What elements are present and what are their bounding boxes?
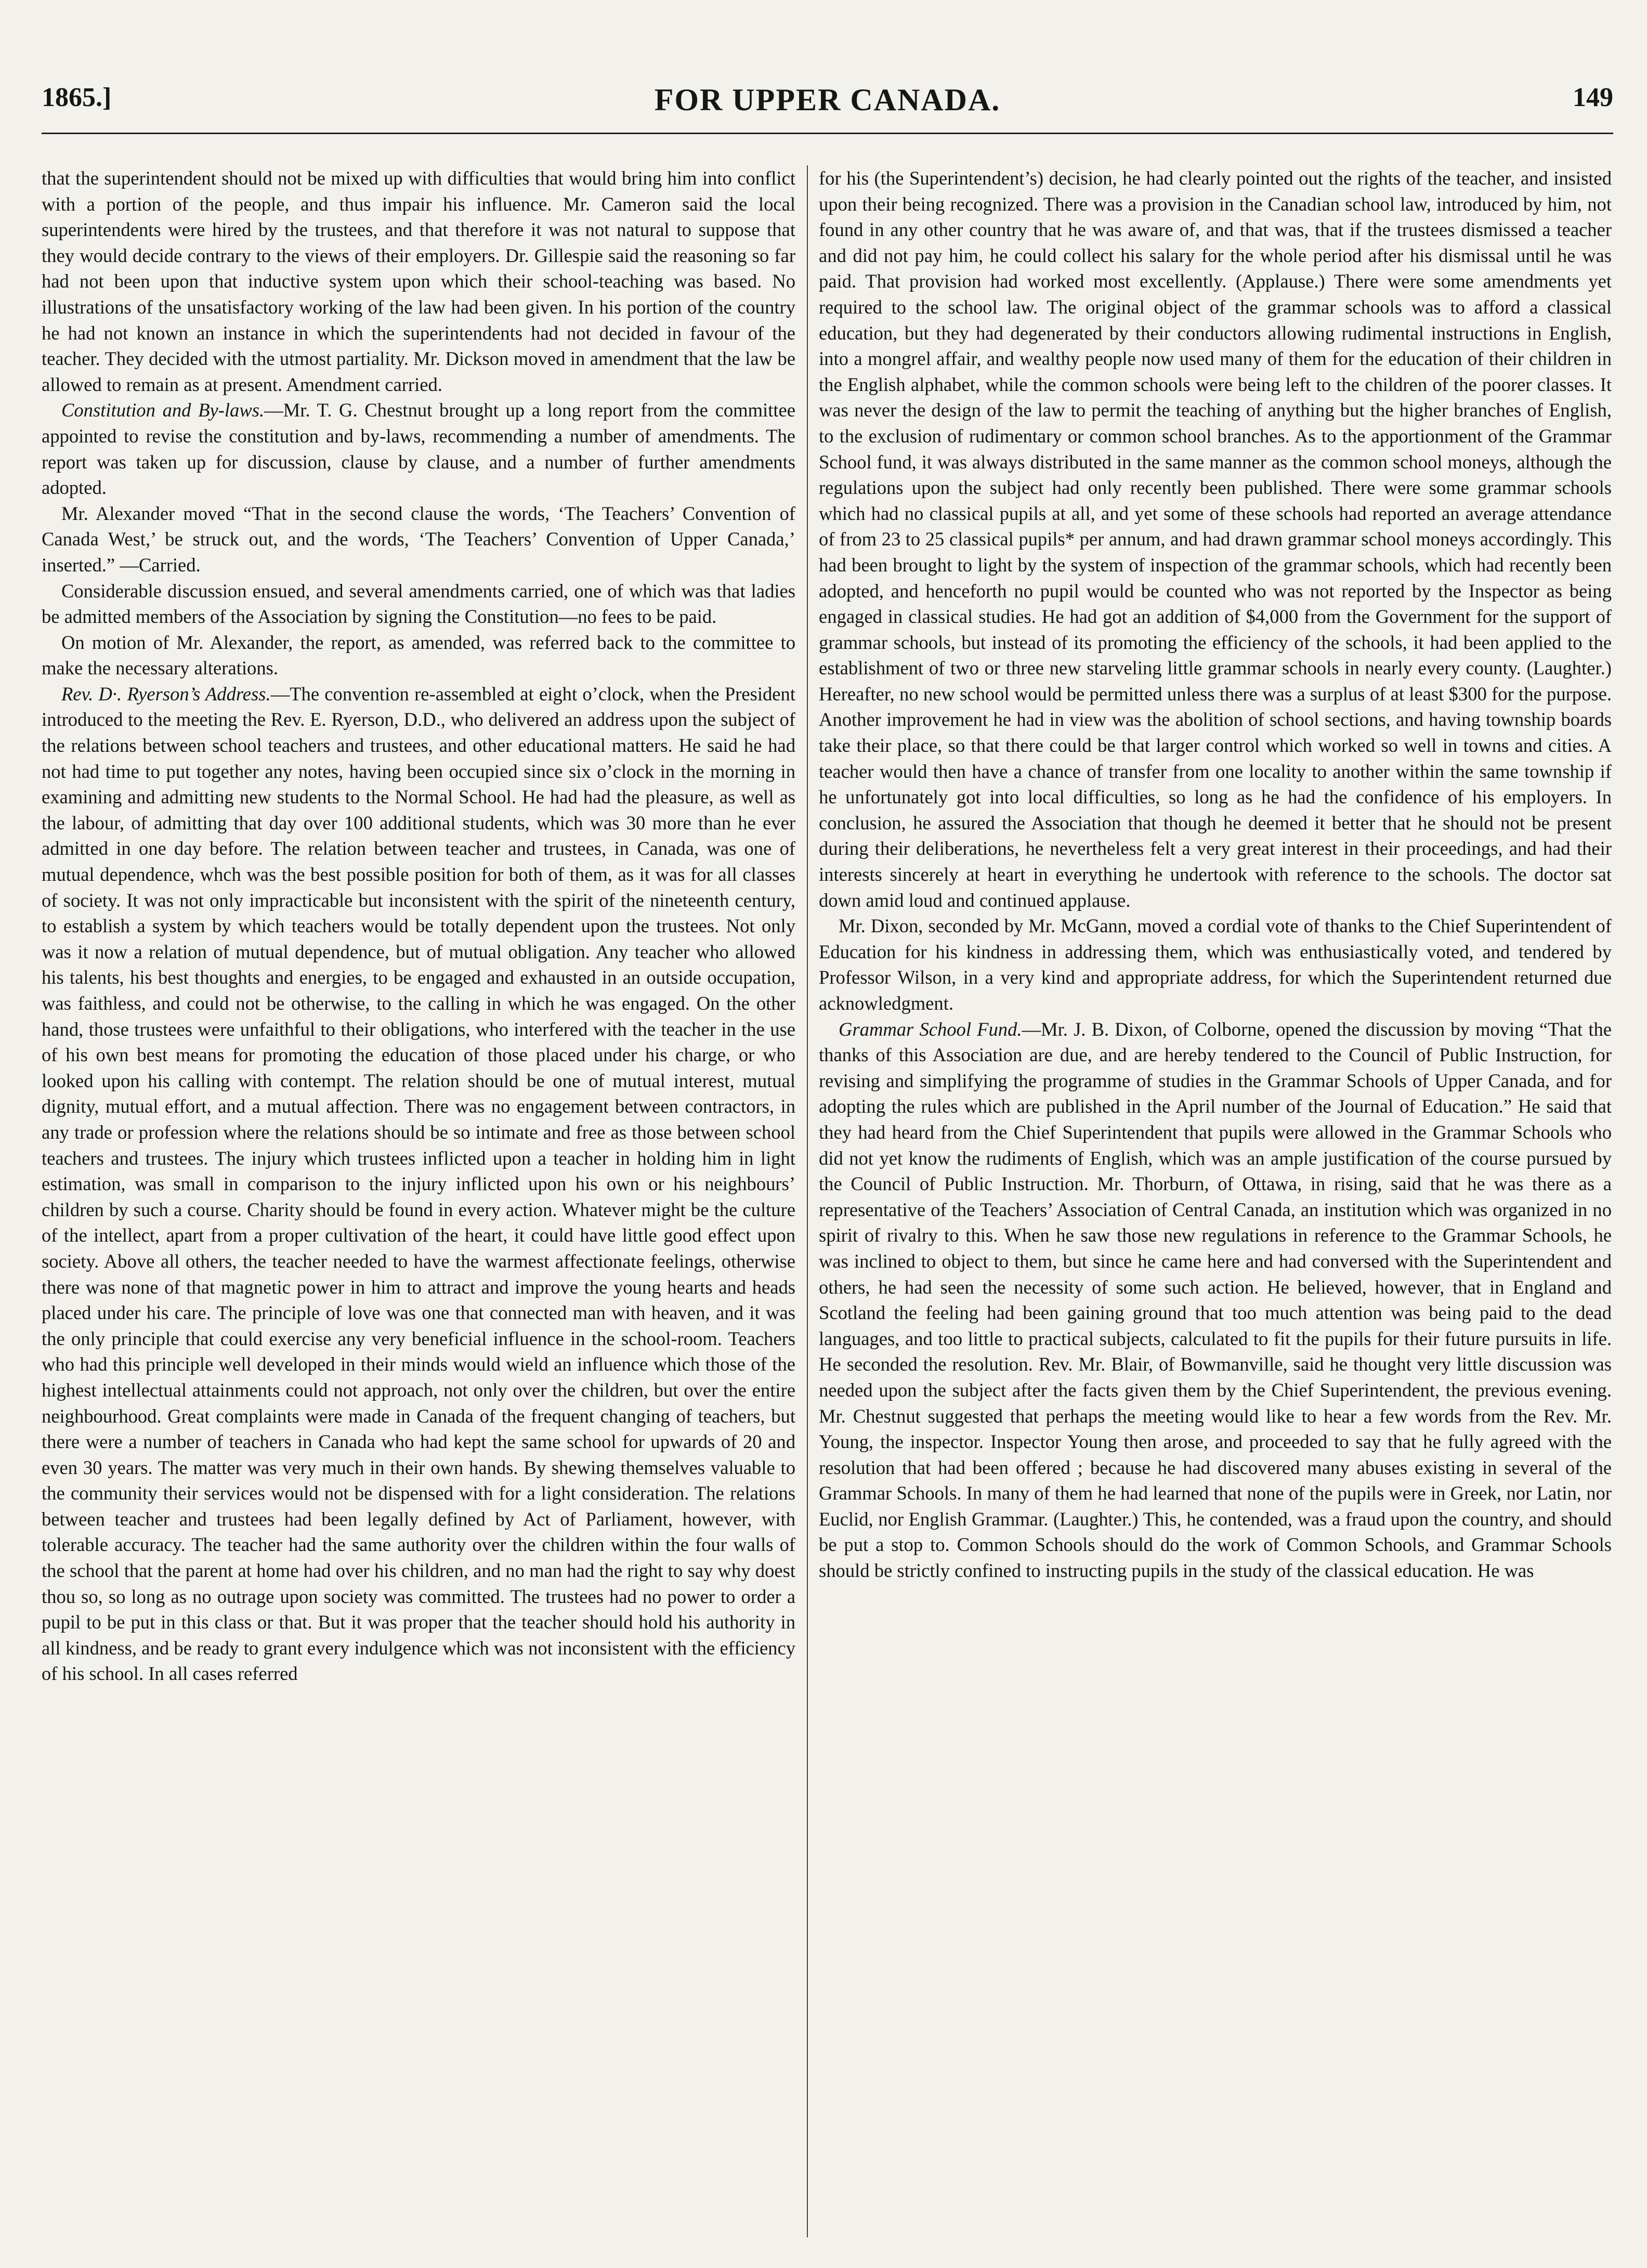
paragraph: Mr. Dixon, seconded by Mr. McGann, moved a cordial vote of thanks to the Chief Superintendent of Education for his kindness in addressing them, which was enthusiastically voted, and tendered by Professor Wilson, in a very kind and appropriate address, for which the Superintendent returned due acknowledgment. — [819, 915, 1612, 1014]
right-column — [819, 165, 1612, 2235]
section-heading: Grammar School Fund. — [839, 1018, 1022, 1040]
paragraph: Constitution and By-laws.—Mr. T. G. Chestnut brought up a long report from the committee appointed to revise the constitution and by-laws, recommending a number of amendments. The report was taken up for discussion, clause by clause, and a number of further amendments adopted. — [42, 399, 795, 499]
paragraph: Considerable discussion ensued, and several amendments carried, one of which was that ladies be admitted members of the Association by signing the Constitution—no fees to be paid. — [42, 580, 795, 628]
paragraph: On motion of Mr. Alexander, the report, as amended, was referred back to the committee to make the necessary alterations. — [42, 631, 795, 679]
header-year: 1865.] — [42, 83, 112, 112]
section-heading: Rev. D·. Ryerson’s Address. — [61, 683, 271, 705]
page-number: 149 — [1573, 83, 1613, 112]
running-head — [42, 82, 1613, 124]
paragraph: Mr. Alexander moved “That in the second clause the words, ‘The Teachers’ Convention of Canada West,’ be struck out, and the words, ‘The Teachers’ Convention of Upper Canada,’ inserted.” —Carried. — [42, 502, 795, 576]
left-column — [42, 165, 795, 2235]
paragraph: that the superintendent should not be mixed up with difficulties that would bring him into conflict with a portion of the people, and thus impair his influence. Mr. Cameron said the local superintendents were hired by the trustees, and that therefore it was not natural to suppose that they would decide contrary to the views of their employers. Dr. Gillespie said the reasoning so far had not been upon that inductive system upon which their school-teaching was based. No illustrations of the unsatisfactory working of the law had been given. In his portion of the country he had not known an instance in which the superintendents had not decided in favour of the teacher. They decided with the utmost partiality. Mr. Dickson moved in amendment that the law be allowed to remain as at present. Amendment carried. — [42, 167, 795, 395]
paragraph: Grammar School Fund.—Mr. J. B. Dixon, of Colborne, opened the discussion by moving “That the thanks of this Association are due, and are hereby tendered to the Council of Public Instruction, for revising and simplifying the programme of studies in the Grammar Schools of Upper Canada, and for adopting the rules which are published in the April number of the Journal of Education.” He said that they had heard from the Chief Superintendent that pupils were allowed in the Grammar Schools who did not yet know the rudiments of English, which was an ample justification of the course pursued by the Council of Public Instruction. Mr. Thorburn, of Ottawa, in rising, said that he was there as a representative of the Teachers’ Association of Central Canada, an institution which was organized in no spirit of rivalry to this. When he saw those new regulations in reference to the Grammar Schools, he was inclined to object to them, but since he came here and had conversed with the Superintendent and others, he had seen the necessity of some such action. He believed, however, that in England and Scotland the feeling had been gaining ground that too much attention was being paid to the dead languages, and too little to practical subjects, calculated to fit the pupils for their future pursuits in life. He seconded the resolution. Rev. Mr. Blair, of Bowmanville, said he thought very little discussion was needed upon the subject after the facts given them by the Chief Superintendent, the previous evening. Mr. Chestnut suggested that perhaps the meeting would like to hear a few words from the Rev. Mr. Young, the inspector. Inspector Young then arose, and proceeded to say that he fully agreed with the resolution that had been offered ; because he had discovered many abuses existing in several of the Grammar Schools. In many of them he had learned that none of the pupils were in Greek, nor Latin, nor Euclid, nor English Grammar. (Laughter.) This, he contended, was a fraud upon the country, and should be put a stop to. Common Schools should do the work of Common Schools, and Grammar Schools should be strictly confined to instructing pupils in the study of the classical education. He was — [819, 1018, 1612, 1582]
column-divider — [807, 165, 808, 2237]
header-rule — [42, 133, 1613, 134]
section-heading: Constitution and By-laws. — [61, 399, 265, 421]
paragraph: Rev. D·. Ryerson’s Address.—The convention re-assembled at eight o’clock, when the President introduced to the meeting the Rev. E. Ryerson, D.D., who delivered an address upon the subject of the relations between school teachers and trustees, and other educational matters. He said he had not had time to put together any notes, having been occupied since six o’clock in the morning in examining and admitting new students to the Normal School. He had had the pleasure, as well as the labour, of admitting that day over 100 additional students, which was 30 more than he ever admitted in one day before. The relation between teacher and trustees, in Canada, was one of mutual dependence, whch was the best possible position for both of them, as it was for all classes of society. It was not only impracticable but inconsistent with the spirit of the nineteenth century, to establish a system by which teachers would be totally dependent upon the trustees. Not only was it now a relation of mutual dependence, but of mutual obligation. Any teacher who allowed his talents, his best thoughts and energies, to be engaged and exhausted in an outside occupation, was faithless, and could not be otherwise, to the calling in which he was engaged. On the other hand, those trustees were unfaithful to their obligations, who interfered with the teacher in the use of his own best means for promoting the education of those placed under his charge, or who looked upon his calling with contempt. The relation should be one of mutual interest, mutual dignity, mutual effort, and a mutual affection. There was no engagement between contractors, in any trade or profession where the relations should be so intimate and free as those between school teachers and trustees. The injury which trustees inflicted upon a teacher in holding him in light estimation, was small in comparison to the injury inflicted upon his own or his neighbours’ children by such a course. Charity should be found in every action. Whatever might be the culture of the intellect, apart from a proper cultivation of the heart, it could have little good effect upon society. Above all others, the teacher needed to have the warmest affectionate feelings, otherwise there was none of that magnetic power in him to attract and improve the young hearts and heads placed under his care. The principle of love was one that connected man with heaven, and it was the only principle that could exercise any very beneficial influence in the school-room. Teachers who had this principle well developed in their minds would wield an influence which those of the highest intellectual attainments could not approach, not only over the children, but over the entire neighbourhood. Great complaints were made in Canada of the frequent changing of teachers, but there were a number of teachers in Canada who had kept the same school for upwards of 20 and even 30 years. The matter was very much in their own hands. By shewing themselves valuable to the community their services would not be dispensed with for a light consideration. The relations between teacher and trustees had been legally defined by Act of Parliament, however, with tolerable accuracy. The teacher had the same authority over the children within the four walls of the school that the parent at home had over his children, and no man had the right to say why doest thou so, so long as no outrage upon society was committed. The trustees had no power to order a pupil to be put in this class or that. But it was proper that the teacher should hold his authority in all kindness, and be ready to grant every indulgence which was not inconsistent with the efficiency of his school. In all cases referred — [42, 683, 795, 1685]
header-title: FOR UPPER CANADA. — [654, 83, 1001, 117]
paragraph: for his (the Superintendent’s) decision, he had clearly pointed out the rights of the teacher, and insisted upon their being recognized. There was a provision in the Canadian school law, introduced by him, not found in any other country that he was aware of, and that was, that if the trustees dismissed a teacher and did not pay him, he could collect his salary for the whole period after his dismissal until he was paid. That provision had worked most excellently. (Applause.) There were some amendments yet required to the school law. The original object of the grammar schools was to afford a classical education, but they had degenerated by their conductors allowing rudimental instructions in English, into a mongrel affair, and wealthy people now used many of them for the education of their children in the English alphabet, while the common schools were being left to the children of the poorer classes. It was never the design of the law to permit the teaching of anything but the higher branches of English, to the exclusion of rudimentary or common school branches. As to the apportionment of the Grammar School fund, it was always distributed in the same manner as the common school moneys, although the regulations upon the subject had only recently been published. There were some grammar schools which had no classical pupils at all, and yet some of these schools had reported an average attendance of from 23 to 25 classical pupils* per annum, and had drawn grammar school moneys accordingly. This had been brought to light by the system of inspection of the grammar schools, which had recently been adopted, and henceforth no pupil would be counted who was not reported by the Inspector as being engaged in classical studies. He had got an addition of $4,000 from the Government for the support of grammar schools, but instead of its promoting the efficiency of the schools, it had been applied to the establishment of two or three new starveling little grammar schools in nearly every county. (Laughter.) Hereafter, no new school would be permitted unless there was a surplus of at least $300 for the purpose. Another improvement he had in view was the abolition of school sections, and having township boards take their place, so that there could be that larger control which worked so well in towns and cities. A teacher would then have a chance of transfer from one locality to another within the same township if he unfortunately got into local difficulties, so long as he had the confidence of his employers. In conclusion, he assured the Association that though he deemed it better that he should not be present during their deliberations, he nevertheless felt a very great interest in their proceedings, and had their interests sincerely at heart in everything he undertook with reference to the schools. The doctor sat down amid loud and continued applause. — [819, 167, 1612, 911]
